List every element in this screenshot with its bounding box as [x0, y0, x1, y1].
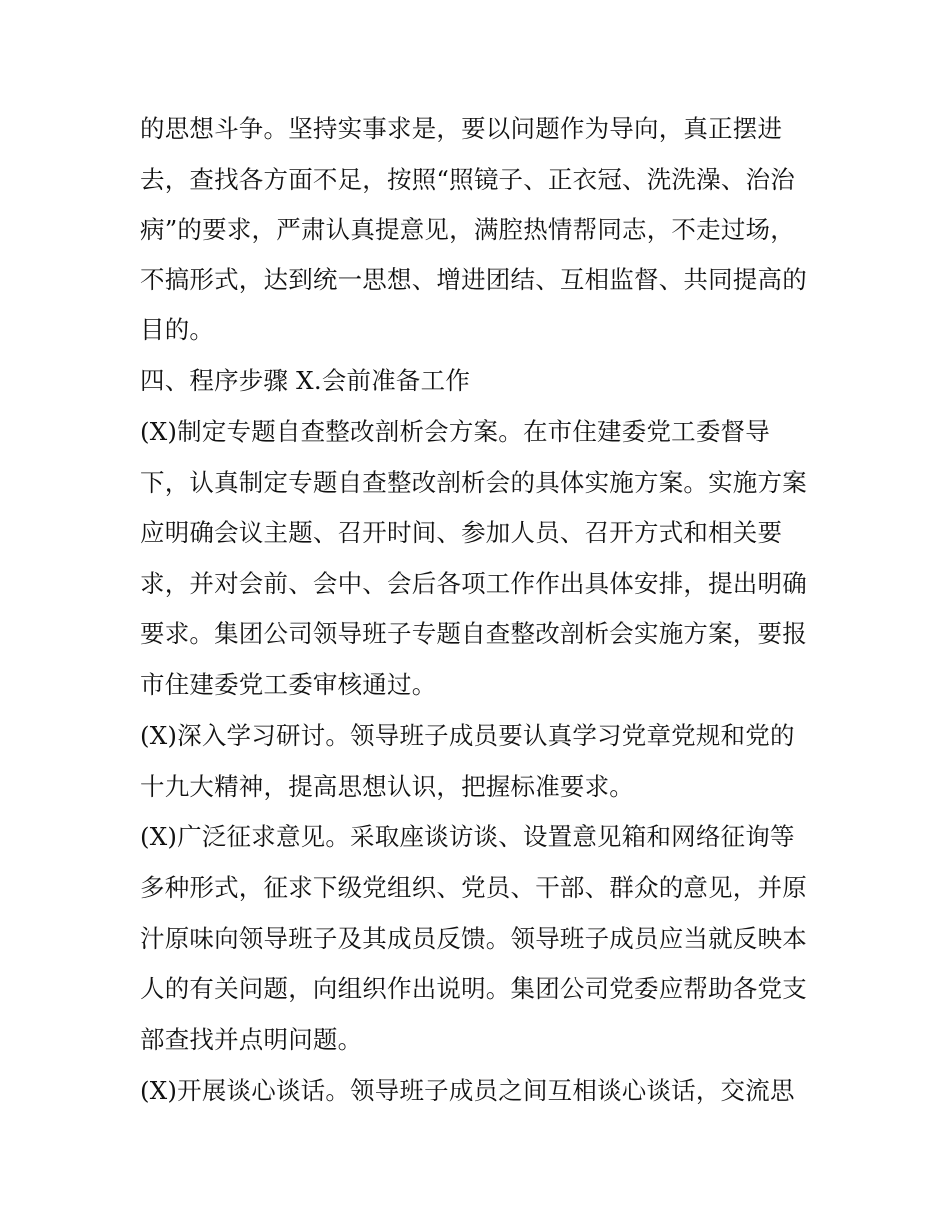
- text-line: (X)开展谈心谈话。领导班子成员之间互相谈心谈话，交流思: [140, 1076, 795, 1105]
- text-line: 去，查找各方面不足，按照“照镜子、正衣冠、洗洗澡、治治: [140, 165, 795, 194]
- text-line: 十九大精神，提高思想认识，把握标准要求。: [140, 772, 634, 801]
- text-line: 下，认真制定专题自查整改剖析会的具体实施方案。实施方案: [140, 468, 807, 497]
- text-line: 目的。: [140, 315, 215, 344]
- text-line: 应明确会议主题、召开时间、参加人员、召开方式和相关要: [140, 518, 783, 547]
- section-heading: 四、程序步骤 X.会前准备工作: [140, 366, 471, 395]
- text-line: 市住建委党工委审核通过。: [140, 670, 437, 699]
- text-line: 求，并对会前、会中、会后各项工作作出具体安排，提出明确: [140, 569, 807, 598]
- text-line: 多种形式，征求下级党组织、党员、干部、群众的意见，并原: [140, 873, 807, 902]
- text-line: 要求。集团公司领导班子专题自查整改剖析会实施方案，要报: [140, 619, 807, 648]
- text-line: 人的有关问题，向组织作出说明。集团公司党委应帮助各党支: [140, 974, 807, 1003]
- text-line: 汁原味向领导班子及其成员反馈。领导班子成员应当就反映本: [140, 924, 807, 953]
- text-line: (X)广泛征求意见。采取座谈访谈、设置意见箱和网络征询等: [140, 822, 795, 851]
- text-line: (X)深入学习研讨。领导班子成员要认真学习党章党规和党的: [140, 721, 795, 750]
- text-line: 病”的要求，严肃认真提意见，满腔热情帮同志，不走过场，: [140, 215, 795, 244]
- text-line: 部查找并点明问题。: [140, 1025, 363, 1054]
- text-line: 不搞形式，达到统一思想、增进团结、互相监督、共同提高的: [140, 265, 807, 294]
- text-line: (X)制定专题自查整改剖析会方案。在市住建委党工委督导: [140, 417, 770, 446]
- text-line: 的思想斗争。坚持实事求是，要以问题作为导向，真正摆进: [140, 114, 783, 143]
